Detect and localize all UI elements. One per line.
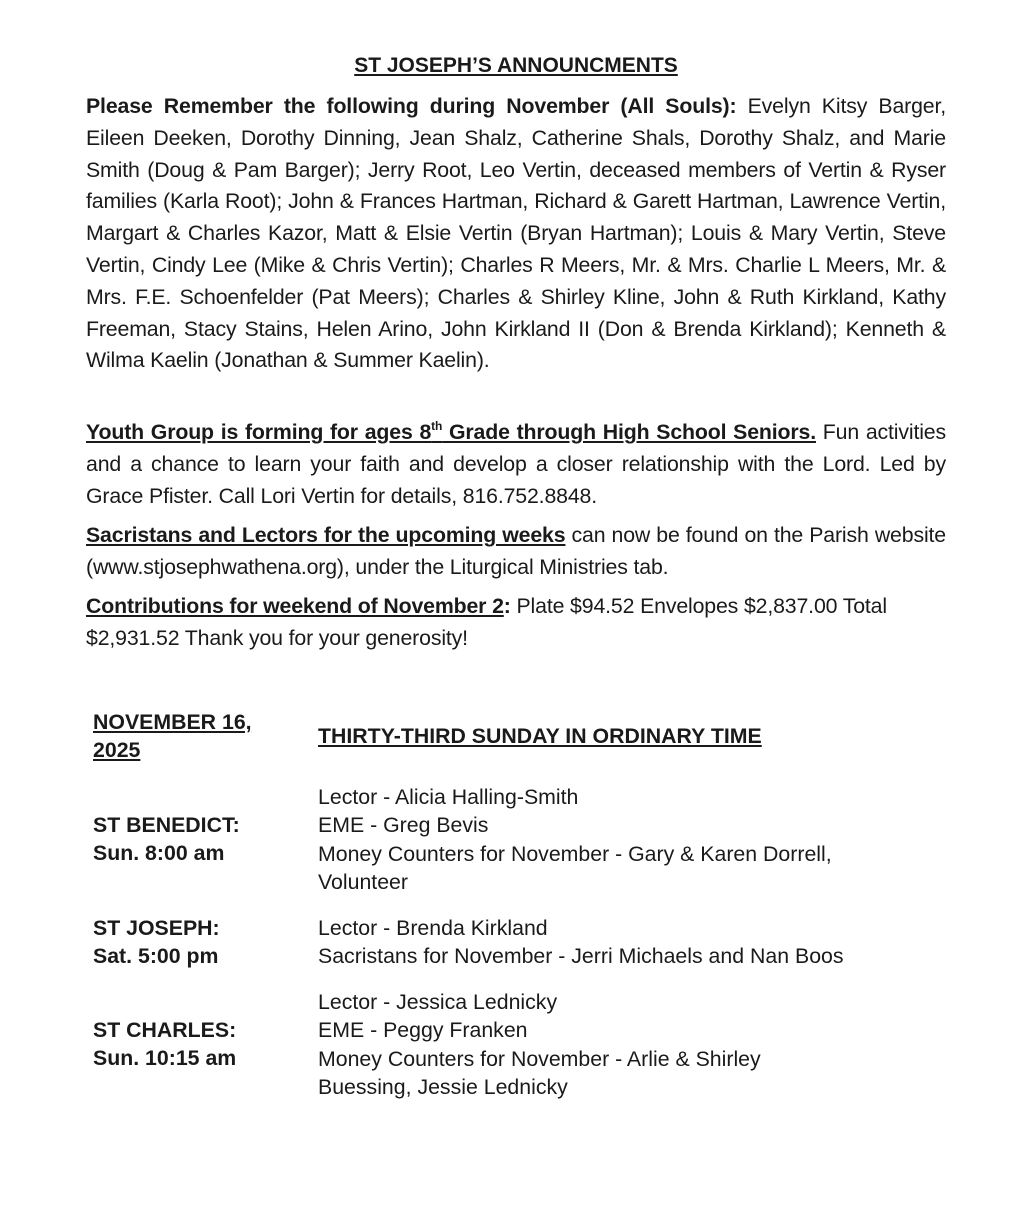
minister-line: EME - Greg Bevis [318,813,489,838]
minister-line: Sacristans for November - Jerri Michaels and Nan Boos [318,944,844,969]
sacristans-body: can now be found on the Parish website (www.stjosephwathena.org), under the Liturgical Ministries tab. [86,523,946,579]
minister-line: EME - Peggy Franken [318,1018,528,1043]
parish-label [93,811,303,868]
remember-body: Evelyn Kitsy Barger, Eileen Deeken, Dorothy Dinning, Jean Shalz, Catherine Shals, Dorothy Shalz, and Marie Smith (Doug & Pam Barger); Jerry Root, Leo Vertin, deceased members of Vertin & Ryser families (Karla Root); John & Frances Hartman, Richard & Garett Hartman, Lawrence Vertin, Margart & Charles Kazor, Matt & Elsie Vertin (Bryan Hartman); Louis & Mary Vertin, Steve Vertin, Cindy Lee (Mike & Chris Vertin); Charles R Meers, Mr. & Mrs. Charlie L Meers, Mr. & Mrs. F.E. Schoenfelder (Pat Meers); Charles & Shirley Kline, John & Ruth Kirkland, Kathy Freeman, Stacy Stains, Helen Arino, John Kirkland II (Don & Brenda Kirkland); Kenneth & Wilma Kaelin (Jonathan & Summer Kaelin). [86,94,947,373]
sunday-title: THIRTY-THIRD SUNDAY IN ORDINARY TIME [318,724,762,748]
contributions-colon: : [503,594,511,618]
sacristans-heading: Sacristans and Lectors for the upcoming weeks [86,523,566,547]
mass-time: Sun. 8:00 am [93,841,225,866]
minister-line: Money Counters for November - Gary & Karen Dorrell, [318,841,832,866]
minister-line: Lector - Jessica Lednicky [318,990,558,1014]
minister-line: Lector - Alicia Halling-Smith [318,785,579,809]
youth-body: Fun activities and a chance to learn your faith and develop a closer relationship with the Lord. Led by Grace Pfister. Call Lori Vertin for details, 816.752.8848. [86,420,946,508]
parish-label [93,914,303,971]
youth-heading-pre: Youth Group is forming for ages 8 [86,420,432,444]
page-title: ST JOSEPH’S ANNOUNCMENTS [354,54,678,77]
parish-label [93,1016,303,1073]
contributions-body: Plate $94.52 Envelopes $2,837.00 Total $2,931.52 Thank you for your generosity! [86,594,887,650]
ministers-list [318,783,948,897]
ministers-list [318,914,948,971]
youth-heading-post: Grade through High School Seniors. [442,420,816,444]
schedule-date-line2: 2025 [93,738,141,763]
contributions-heading: Contributions for weekend of November 2 [86,594,504,618]
parish-name: ST BENEDICT: [93,813,240,837]
minister-line: Money Counters for November - Arlie & Shirley [318,1046,761,1071]
youth-heading-sup: th [431,419,443,433]
schedule-date-line1: NOVEMBER 16, [93,710,252,734]
mass-time: Sun. 10:15 am [93,1046,237,1071]
mass-time: Sat. 5:00 pm [93,944,219,969]
sacristans-paragraph [86,520,946,584]
ministers-list [318,988,948,1102]
minister-line: Buessing, Jessie Lednicky [318,1075,568,1100]
minister-line: Volunteer [318,870,408,895]
youth-group-paragraph [86,417,946,512]
parish-name: ST CHARLES: [93,1018,237,1042]
youth-heading [86,420,816,444]
remember-paragraph [86,91,946,377]
schedule-date [93,708,303,765]
parish-name: ST JOSEPH: [93,916,220,940]
minister-line: Lector - Brenda Kirkland [318,916,548,940]
remember-heading: Please Remember the following during November (All Souls): [86,94,737,118]
contributions-paragraph [86,591,946,655]
